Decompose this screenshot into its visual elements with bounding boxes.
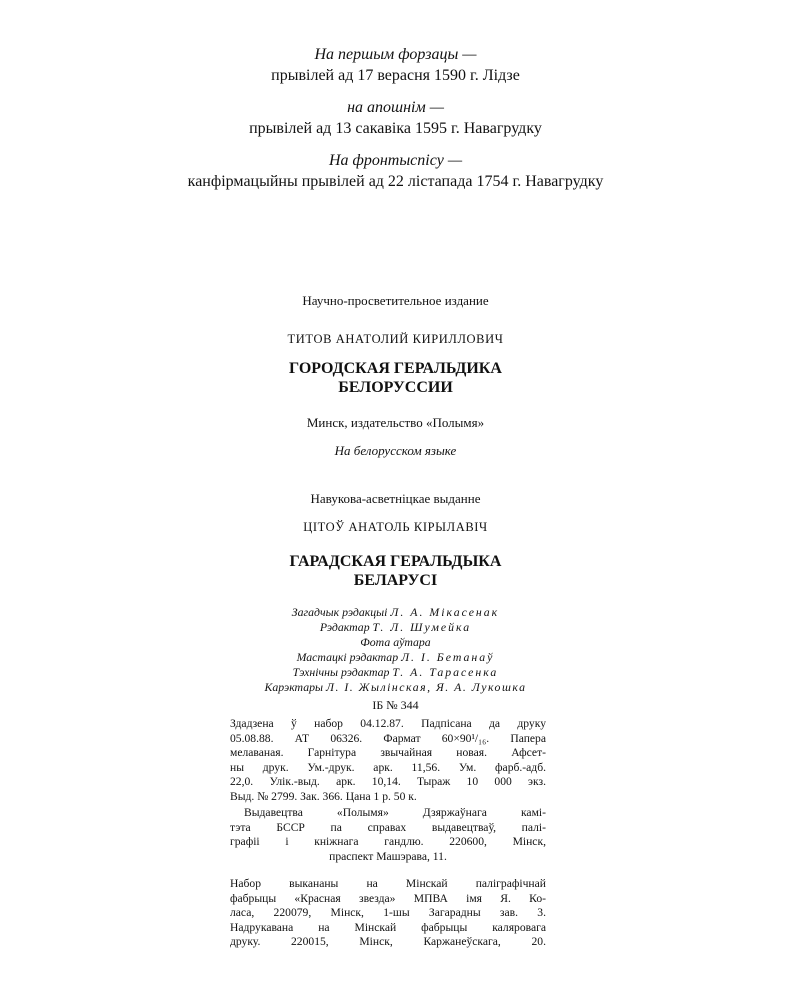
imprint-line: Выд. № 2799. Зак. 366. Цана 1 р. 50 к.: [230, 789, 417, 803]
credit-editor-in-chief: [0, 605, 791, 620]
credit-name: Л. А. Мікасенак: [390, 605, 500, 619]
credit-photo: Фота аўтара: [360, 635, 431, 649]
ru-title-line1: ГОРОДСКАЯ ГЕРАЛЬДИКА: [289, 360, 502, 377]
publisher-line: тэта БССР па справах выдавецтваў, палі-: [230, 820, 546, 834]
imprint-line: Здадзена ў набор 04.12.87. Падпісана да друку: [230, 717, 546, 730]
publisher-block: [230, 806, 546, 864]
imprint-line: 22,0. Улік.-выд. арк. 10,14. Тыраж 10 000 экз.: [230, 775, 546, 789]
by-edition-type: Навукова-асветніцкае выданне: [310, 491, 481, 506]
printer-line: ласа, 220079, Мінск, 1-шы Загарадны зав. 3.: [230, 906, 546, 920]
publisher-line: праспект Машэрава, 11.: [329, 849, 447, 863]
imprint-line: 05.08.88. АТ 06326. Фармат 60×90¹/₁₆. Папера: [230, 731, 546, 745]
credit-name: Л. І. Бетанаў: [401, 650, 495, 664]
printer-line: друку. 220015, Мінск, Каржанеўскага, 20.: [230, 935, 546, 949]
back-endpaper-label: на апошнім —: [347, 99, 444, 116]
frontispiece-label: На фронтыспісу —: [328, 152, 463, 169]
back-endpaper-text: прывілей ад 13 сакавіка 1595 г. Навагрудку: [249, 120, 542, 137]
printer-line: фабрыцы «Красная звезда» МПВА імя Я. Ко-: [230, 891, 546, 905]
by-title-line1: ГАРАДСКАЯ ГЕРАЛЬДЫКА: [289, 553, 502, 570]
ru-language-note: На белорусском языке: [334, 443, 457, 458]
credit-role: Рэдактар: [319, 620, 370, 634]
printer-line: Набор выкананы на Мінскай паліграфічнай: [230, 877, 546, 890]
frontispiece-text: канфірмацыйны прывілей ад 22 лістапада 1754 г. Навагрудку: [187, 173, 604, 190]
by-author: ЦІТОЎ АНАТОЛЬ КІРЫЛАВІЧ: [303, 520, 488, 534]
credit-editor: [0, 620, 791, 635]
ru-author: ТИТОВ АНАТОЛИЙ КИРИЛЛОВИЧ: [287, 332, 504, 346]
imprint-line: ны друк. Ум.-друк. арк. 11,56. Ум. фарб.-адб.: [230, 760, 546, 774]
credit-name: Л. І. Жылінская, Я. А. Лукошка: [325, 680, 527, 694]
credit-proofreaders: [0, 680, 791, 695]
front-endpaper-text: прывілей ад 17 верасня 1590 г. Лідзе: [271, 67, 520, 84]
ru-title-line2: БЕЛОРУССИИ: [338, 379, 453, 396]
credit-tech-editor: [0, 665, 791, 680]
ru-edition-type: Научно-просветительное издание: [302, 293, 489, 308]
publisher-line: Выдавецтва «Полымя» Дзяржаўнага камі-: [244, 806, 546, 819]
credit-name: Т. Л. Шумейка: [372, 620, 472, 634]
credit-role: Загадчык рэдакцыі: [291, 605, 388, 619]
imprint-line: мелаваная. Гарнітура звычайная новая. Афсет-: [230, 746, 546, 760]
printer-line: Надрукавана на Мінскай фабрыцы каляровага: [230, 920, 546, 934]
credit-role: Карэктары: [264, 680, 324, 694]
credit-role: Мастацкі рэдактар: [296, 650, 399, 664]
ib-number: ІБ № 344: [372, 698, 419, 712]
imprint-block: [230, 717, 546, 805]
printer-block: [230, 877, 546, 950]
credit-art-editor: [0, 650, 791, 665]
credit-role: Тэхнічны рэдактар: [292, 665, 390, 679]
publisher-line: графіі і кніжнага гандлю. 220600, Мінск,: [230, 835, 546, 849]
front-endpaper-label: На першым форзацы —: [314, 46, 477, 63]
by-title-line2: БЕЛАРУСІ: [353, 572, 438, 589]
ru-publisher: Минск, издательство «Полымя»: [306, 415, 485, 430]
credit-name: Т. А. Тарасенка: [392, 665, 499, 679]
